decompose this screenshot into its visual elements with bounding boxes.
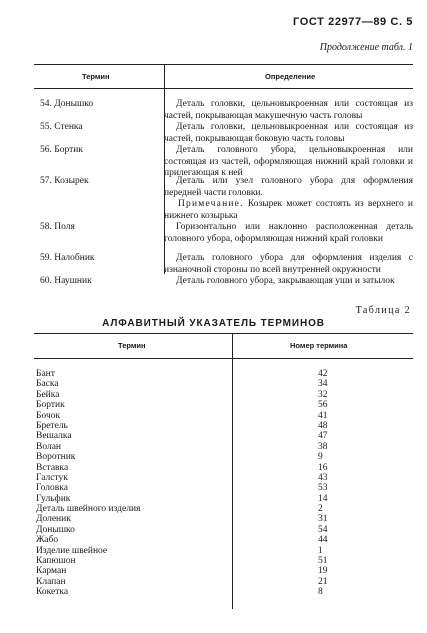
- index-number: 42: [318, 369, 328, 379]
- index-row: [36, 400, 376, 410]
- index-number: 2: [318, 504, 323, 515]
- index-number: 16: [318, 462, 328, 473]
- index-row: [36, 535, 376, 545]
- index-row: [36, 431, 376, 441]
- index-number: 41: [318, 410, 328, 421]
- index-row: [36, 504, 376, 514]
- index-number: 56: [318, 400, 328, 411]
- index-number: 19: [318, 566, 328, 577]
- index-term: Баска: [36, 379, 59, 390]
- index-term: Клапан: [36, 576, 66, 587]
- index-term: Доленик: [36, 514, 71, 525]
- index-row: [36, 452, 376, 462]
- term-name: 56. Бортик: [40, 145, 83, 155]
- index-term: Гульфик: [36, 493, 71, 504]
- index-term: Изделие швейное: [36, 545, 108, 556]
- term-name: 59. Налобник: [40, 253, 95, 263]
- index-term: Бортик: [36, 400, 65, 411]
- term-name: 57. Козырек: [40, 176, 89, 186]
- index-row: [36, 514, 376, 524]
- page-header: ГОСТ 22977—89 С. 5: [293, 16, 413, 28]
- index-number: 8: [318, 587, 323, 598]
- index-row: [36, 483, 376, 493]
- term-definition: Деталь головки, цельновыкроенная или состоящая из частей, покрывающая макушечную часть головы: [164, 99, 413, 121]
- index-term: Капюшон: [36, 556, 76, 567]
- term-definition: Деталь головного убора, цельновыкроенная или состоящая из частей, оформляющая нижний край головки и прилегающая к ней: [164, 145, 413, 179]
- index-term: Вставка: [36, 462, 69, 473]
- index-number: 43: [318, 472, 328, 483]
- index-number: 48: [318, 420, 328, 431]
- table2-header-term: Термин: [118, 341, 146, 350]
- index-row: [36, 556, 376, 566]
- index-term: Жабо: [36, 535, 59, 546]
- index-term: Вешалка: [36, 431, 72, 442]
- term-definition: Деталь головного убора, закрывающая уши и затылок: [176, 276, 395, 286]
- index-number: 38: [318, 441, 328, 452]
- table1-header-definition: Определение: [265, 72, 316, 81]
- index-number: 31: [318, 514, 328, 525]
- index-number: 44: [318, 535, 328, 546]
- table2-header-rule: [34, 358, 413, 359]
- index-term: Донышко: [36, 524, 75, 535]
- index-row: [36, 411, 376, 421]
- continuation-caption: Продолжение табл. 1: [319, 42, 413, 53]
- index-row: [36, 587, 376, 597]
- index-row: [36, 494, 376, 504]
- table2-label: Таблица 2: [355, 305, 411, 316]
- index-number: 54: [318, 524, 328, 535]
- table2-top-rule: [34, 333, 413, 334]
- table2-title: АЛФАВИТНЫЙ УКАЗАТЕЛЬ ТЕРМИНОВ: [102, 318, 325, 329]
- alphabetical-index: [36, 369, 376, 598]
- index-term: Бант: [36, 369, 55, 379]
- index-number: 51: [318, 556, 328, 567]
- index-row: [36, 566, 376, 576]
- index-number: 1: [318, 545, 323, 556]
- index-number: 34: [318, 379, 328, 390]
- index-number: 9: [318, 452, 323, 463]
- index-row: [36, 473, 376, 483]
- index-row: [36, 525, 376, 535]
- table1-header-rule: [34, 88, 413, 89]
- note-label: Примечание.: [178, 199, 244, 209]
- index-row: [36, 379, 376, 389]
- term-name: 58. Поля: [40, 222, 75, 232]
- table1-header-term: Термин: [82, 72, 110, 81]
- index-number: 32: [318, 389, 328, 400]
- index-term: Бретель: [36, 420, 68, 431]
- term-definition: Деталь головного убора для оформления изделия с изнаночной стороны по всей внутренней окружности: [164, 253, 413, 275]
- index-term: Бейка: [36, 389, 60, 400]
- term-definition: Горизонтально или наклонно расположенная деталь головного убора, оформляющая нижний край головки: [164, 222, 413, 244]
- index-term: Карман: [36, 566, 67, 577]
- index-term: Галстук: [36, 472, 68, 483]
- index-row: [36, 577, 376, 587]
- term-definition: Деталь или узел головного убора для оформления передней части головки.: [164, 176, 413, 198]
- index-term: Воротник: [36, 452, 76, 463]
- index-row: [36, 421, 376, 431]
- index-row: [36, 546, 376, 556]
- term-note: [164, 199, 413, 222]
- term-name: 60. Наушник: [40, 276, 92, 286]
- index-term: Головка: [36, 483, 68, 494]
- term-definition: Деталь головки, цельновыкроенная или состоящая из частей, покрывающая боковую часть головы: [164, 122, 413, 144]
- index-term: Бочок: [36, 410, 61, 421]
- index-row: [36, 390, 376, 400]
- note-text: Козырек может состоять из верхнего и нижнего козырька: [164, 199, 414, 221]
- term-name: 54. Донышко: [40, 99, 94, 109]
- index-number: 21: [318, 576, 328, 587]
- index-number: 47: [318, 431, 328, 442]
- index-row: [36, 442, 376, 452]
- index-number: 14: [318, 493, 328, 504]
- index-term: Деталь швейного изделия: [36, 504, 141, 515]
- term-name: 55. Стенка: [40, 122, 83, 132]
- index-number: 53: [318, 483, 328, 494]
- table1-top-rule: [34, 64, 413, 65]
- index-term: Кокетка: [36, 587, 69, 598]
- index-term: Волан: [36, 441, 62, 452]
- index-row: [36, 463, 376, 473]
- index-row: [36, 369, 376, 379]
- table2-header-number: Номер термина: [290, 341, 348, 350]
